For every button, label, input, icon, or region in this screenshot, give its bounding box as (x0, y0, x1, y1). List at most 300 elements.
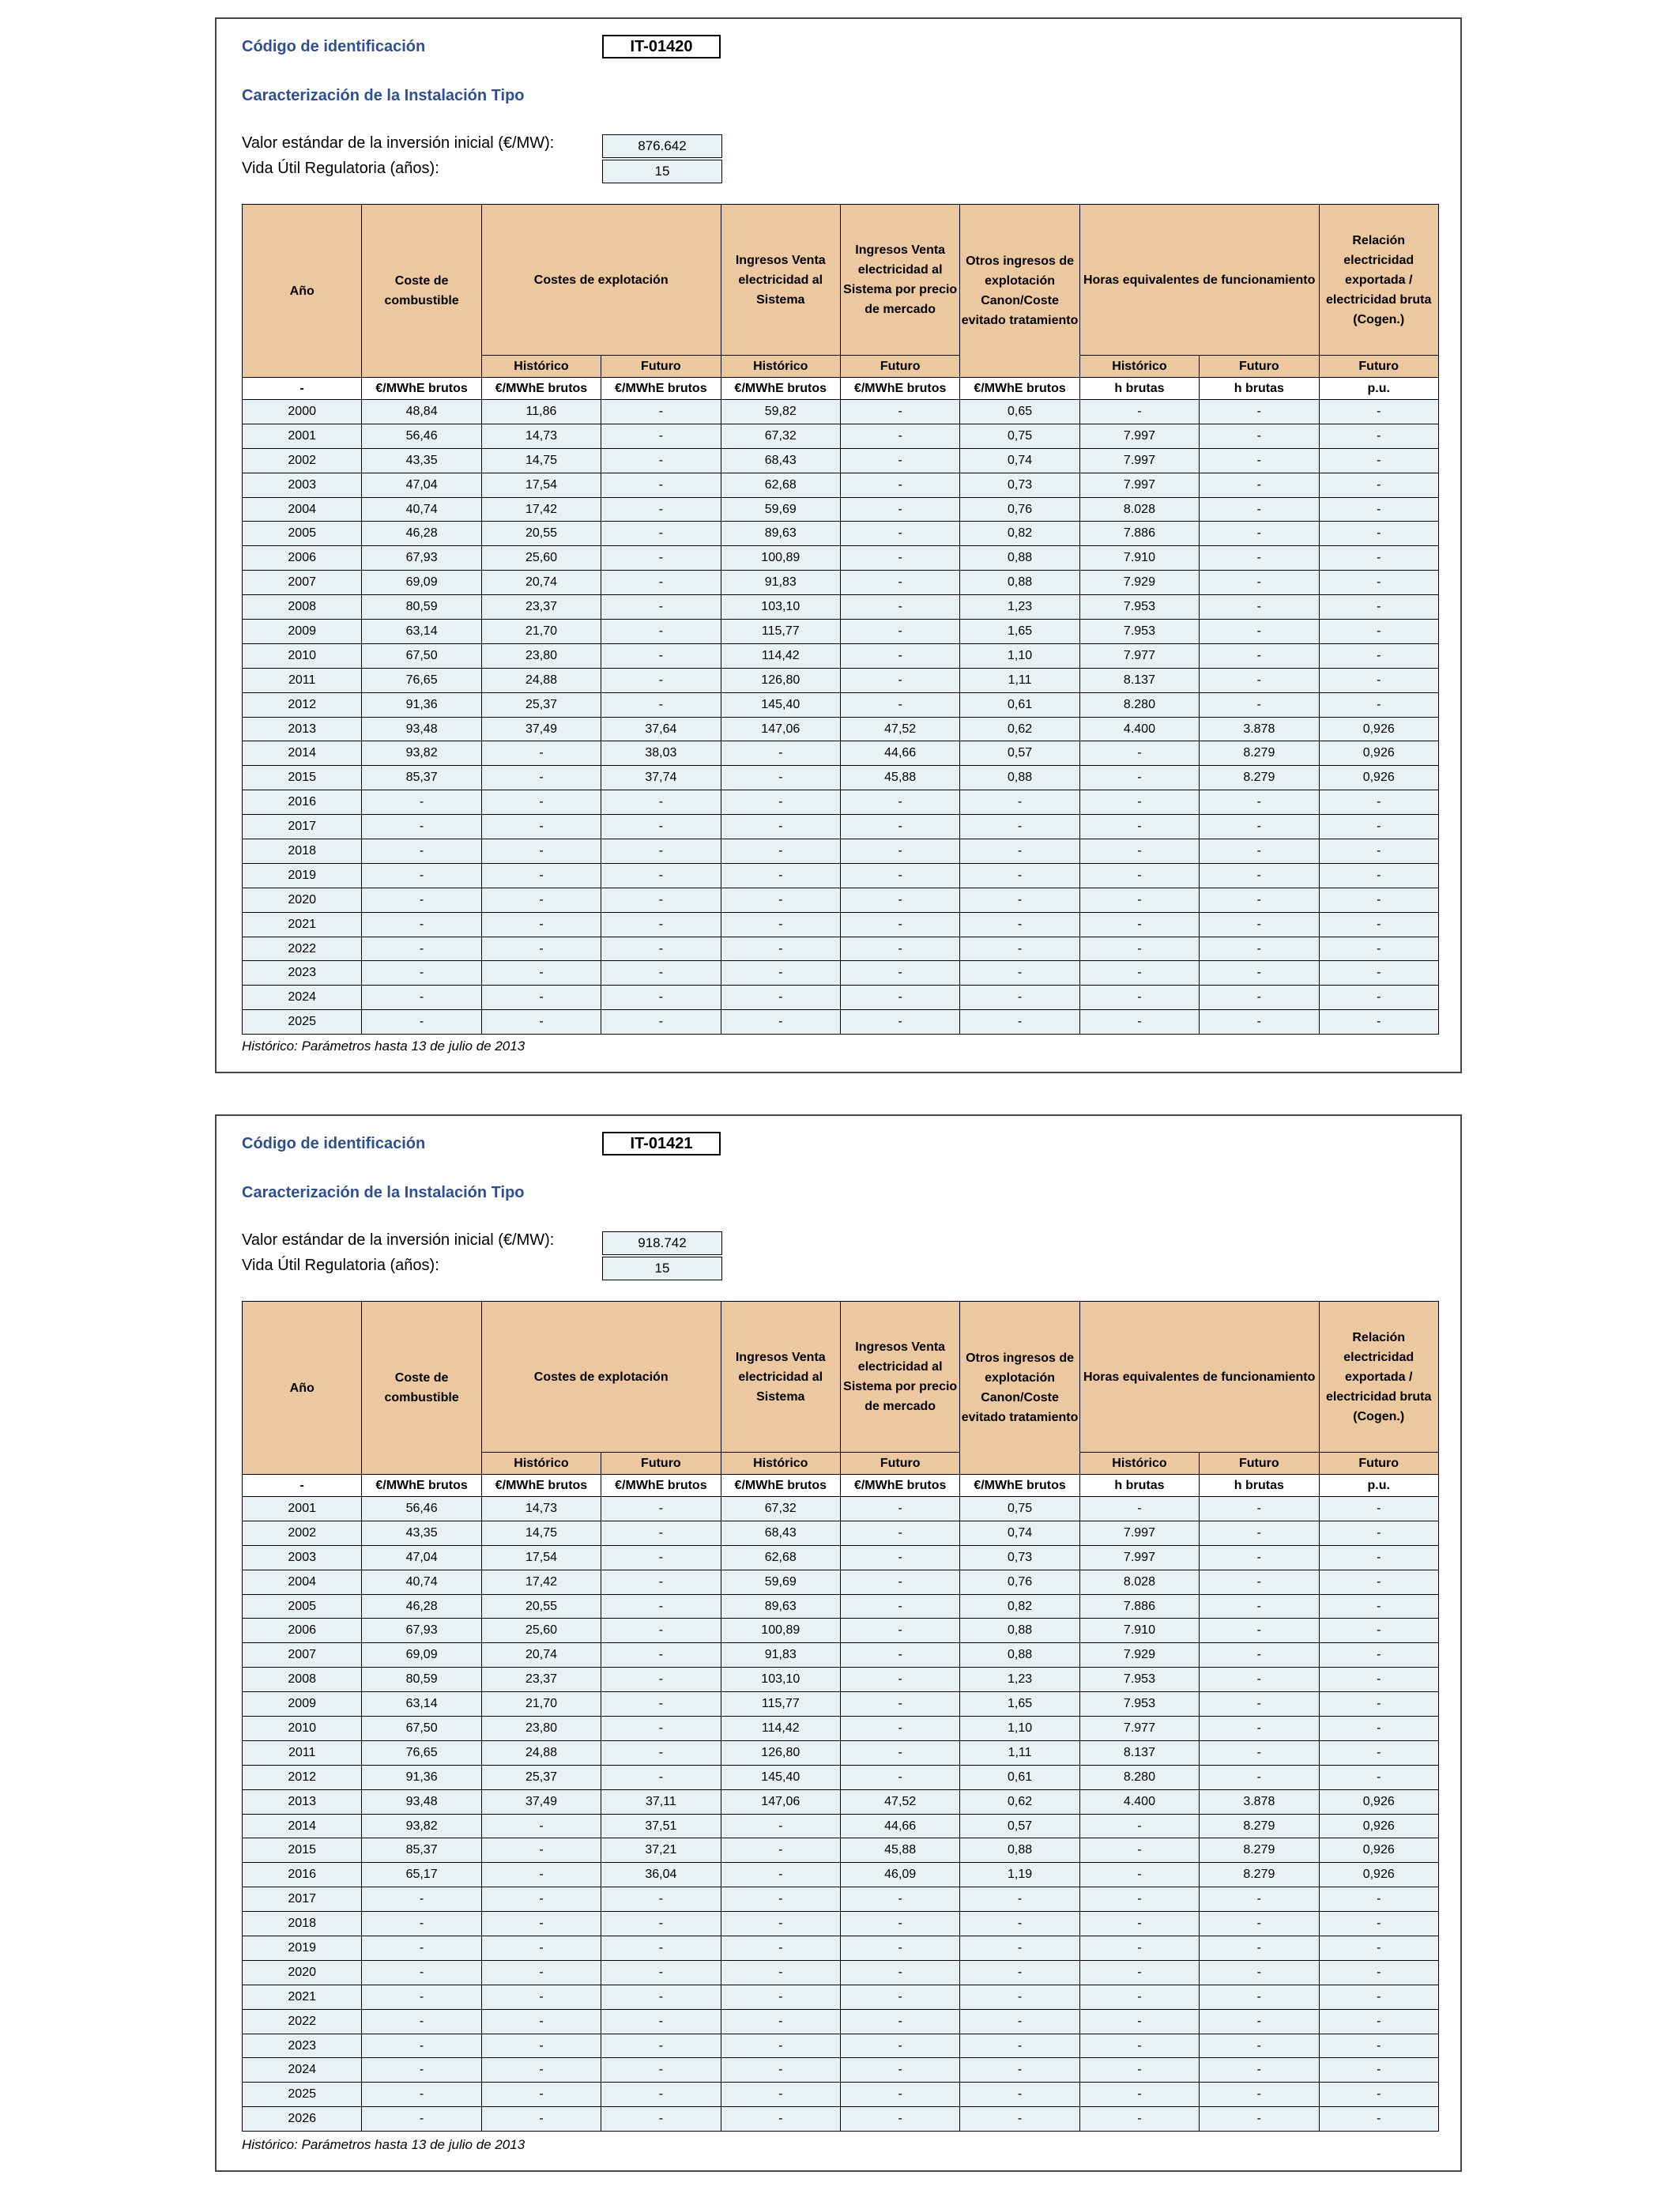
header-ingresos-venta: Ingresos Venta electricidad al Sistema (721, 205, 840, 356)
subheader-cell: Futuro (601, 356, 721, 378)
value-cell: - (1079, 912, 1199, 937)
value-cell: - (362, 986, 481, 1010)
value-cell: - (481, 2058, 601, 2083)
vida-util-label: Vida Útil Regulatoria (años): (242, 160, 439, 177)
year-cell: 2025 (243, 2083, 362, 2107)
value-cell: - (601, 1668, 721, 1692)
value-cell: - (840, 1740, 959, 1765)
subheader-cell: Futuro (840, 1453, 959, 1475)
value-cell: - (481, 863, 601, 888)
table-row (243, 448, 1439, 473)
value-cell: - (601, 692, 721, 717)
value-cell: 36,04 (601, 1863, 721, 1887)
value-cell: - (362, 1960, 481, 1985)
value-cell: - (721, 1863, 840, 1887)
value-cell: - (840, 1521, 959, 1545)
year-cell: 2024 (243, 2058, 362, 2083)
value-cell: 0,65 (960, 400, 1079, 424)
value-cell: - (721, 912, 840, 937)
year-cell: 2019 (243, 1936, 362, 1961)
value-cell: - (601, 1594, 721, 1619)
value-cell: - (601, 400, 721, 424)
value-cell: - (721, 986, 840, 1010)
year-cell: 2008 (243, 595, 362, 620)
value-cell: - (601, 546, 721, 571)
value-cell: - (1200, 1960, 1319, 1985)
value-cell: - (1200, 986, 1319, 1010)
table-row (243, 424, 1439, 448)
table-row (243, 986, 1439, 1010)
table-row (243, 1936, 1439, 1961)
value-cell: - (960, 2009, 1079, 2034)
value-cell: 23,37 (481, 595, 601, 620)
value-cell: 56,46 (362, 1497, 481, 1521)
valor-inversion-label: Valor estándar de la inversión inicial (€/MW): (242, 1231, 555, 1249)
value-cell: 45,88 (840, 1838, 959, 1863)
value-cell: - (840, 961, 959, 986)
value-cell: - (1200, 1912, 1319, 1936)
value-cell: 59,69 (721, 497, 840, 522)
value-cell: - (840, 2009, 959, 2034)
value-cell: 47,04 (362, 1545, 481, 1570)
value-cell: - (481, 815, 601, 839)
value-cell: 24,88 (481, 1740, 601, 1765)
value-cell: 62,68 (721, 473, 840, 497)
value-cell: - (1200, 1545, 1319, 1570)
year-cell: 2019 (243, 863, 362, 888)
table-row (243, 1619, 1439, 1643)
year-cell: 2025 (243, 1010, 362, 1035)
year-cell: 2012 (243, 1765, 362, 1789)
value-cell: 0,57 (960, 741, 1079, 766)
value-cell: 46,28 (362, 522, 481, 546)
value-cell: - (840, 1765, 959, 1789)
value-cell: - (481, 986, 601, 1010)
value-cell: 0,82 (960, 1594, 1079, 1619)
value-cell: - (1200, 620, 1319, 644)
value-cell: - (601, 1717, 721, 1741)
value-cell: - (1200, 571, 1319, 595)
value-cell: - (362, 1887, 481, 1912)
value-cell: 48,84 (362, 400, 481, 424)
value-cell: 0,88 (960, 571, 1079, 595)
value-cell: 114,42 (721, 1717, 840, 1741)
value-cell: 8.279 (1200, 766, 1319, 790)
value-cell: - (960, 2058, 1079, 2083)
unit-cell: - (243, 378, 362, 400)
value-cell: 93,82 (362, 1814, 481, 1838)
value-cell: 8.028 (1079, 497, 1199, 522)
value-cell: 44,66 (840, 1814, 959, 1838)
value-cell: - (1319, 1936, 1438, 1961)
year-cell: 2026 (243, 2107, 362, 2132)
value-cell: - (1079, 790, 1199, 815)
value-cell: 0,61 (960, 1765, 1079, 1789)
vida-util-label: Vida Útil Regulatoria (años): (242, 1257, 439, 1274)
header-coste-combustible: Coste de combustible (362, 1302, 481, 1475)
unit-cell: €/MWhE brutos (362, 378, 481, 400)
value-cell: 0,74 (960, 1521, 1079, 1545)
table-row (243, 717, 1439, 741)
value-cell: 67,93 (362, 546, 481, 571)
value-cell: - (721, 1887, 840, 1912)
value-cell: - (1200, 961, 1319, 986)
value-cell: - (601, 912, 721, 937)
value-cell: 7.977 (1079, 643, 1199, 668)
value-cell: - (721, 2083, 840, 2107)
year-cell: 2015 (243, 766, 362, 790)
value-cell: - (1200, 1570, 1319, 1594)
value-cell: 3.878 (1200, 1789, 1319, 1814)
value-cell: 20,74 (481, 1643, 601, 1668)
value-cell: - (840, 620, 959, 644)
value-cell: 1,10 (960, 1717, 1079, 1741)
value-cell: - (1200, 790, 1319, 815)
value-cell: - (1079, 1863, 1199, 1887)
value-cell: - (362, 937, 481, 961)
table-row (243, 1838, 1439, 1863)
value-cell: - (721, 2009, 840, 2034)
value-cell: - (1079, 766, 1199, 790)
value-cell: - (1319, 424, 1438, 448)
year-cell: 2014 (243, 741, 362, 766)
header-horas-equivalentes: Horas equivalentes de funcionamiento (1079, 1302, 1319, 1453)
value-cell: 4.400 (1079, 717, 1199, 741)
year-cell: 2009 (243, 1692, 362, 1717)
year-cell: 2009 (243, 620, 362, 644)
value-cell: - (1319, 1765, 1438, 1789)
table-row (243, 2107, 1439, 2132)
value-cell: - (1200, 888, 1319, 912)
value-cell: - (840, 1912, 959, 1936)
value-cell: - (601, 937, 721, 961)
value-cell: - (1319, 571, 1438, 595)
value-cell: 3.878 (1200, 717, 1319, 741)
table-row (243, 473, 1439, 497)
value-cell: - (1079, 1960, 1199, 1985)
year-cell: 2017 (243, 1887, 362, 1912)
value-cell: - (1200, 1010, 1319, 1035)
value-cell: 25,37 (481, 1765, 601, 1789)
value-cell: - (960, 2083, 1079, 2107)
value-cell: - (601, 473, 721, 497)
value-cell: 0,926 (1319, 1863, 1438, 1887)
value-cell: - (1200, 692, 1319, 717)
header-costes-explotacion: Costes de explotación (481, 205, 721, 356)
year-cell: 2020 (243, 1960, 362, 1985)
value-cell: 67,50 (362, 643, 481, 668)
value-cell: 37,64 (601, 717, 721, 741)
value-cell: - (840, 424, 959, 448)
value-cell: 20,55 (481, 522, 601, 546)
table-row (243, 643, 1439, 668)
year-cell: 2013 (243, 1789, 362, 1814)
value-cell: - (1319, 1985, 1438, 2009)
value-cell: - (601, 1643, 721, 1668)
value-cell: 0,926 (1319, 717, 1438, 741)
subheader-cell: Histórico (481, 356, 601, 378)
value-cell: 11,86 (481, 400, 601, 424)
value-cell: - (1200, 1740, 1319, 1765)
value-cell: - (840, 1960, 959, 1985)
value-cell: - (1319, 668, 1438, 692)
value-cell: - (362, 815, 481, 839)
value-cell: - (1319, 1619, 1438, 1643)
unit-cell: €/MWhE brutos (601, 1475, 721, 1497)
value-cell: - (721, 1814, 840, 1838)
value-cell: - (960, 1960, 1079, 1985)
value-cell: - (362, 888, 481, 912)
value-cell: - (601, 863, 721, 888)
value-cell: 8.280 (1079, 1765, 1199, 1789)
value-cell: - (362, 1936, 481, 1961)
value-cell: - (601, 1985, 721, 2009)
value-cell: 21,70 (481, 620, 601, 644)
value-cell: - (1319, 790, 1438, 815)
value-cell: - (840, 692, 959, 717)
value-cell: - (1079, 839, 1199, 864)
installation-panel-2 (215, 1114, 1462, 2172)
year-cell: 2020 (243, 888, 362, 912)
value-cell: 7.953 (1079, 595, 1199, 620)
table-row (243, 571, 1439, 595)
value-cell: - (601, 2034, 721, 2058)
value-cell: - (601, 1765, 721, 1789)
table-row (243, 1594, 1439, 1619)
value-cell: 1,19 (960, 1863, 1079, 1887)
value-cell: - (960, 888, 1079, 912)
value-cell: - (960, 986, 1079, 1010)
value-cell: 37,74 (601, 766, 721, 790)
value-cell: - (601, 1619, 721, 1643)
value-cell: - (840, 595, 959, 620)
value-cell: 93,48 (362, 717, 481, 741)
subheader-cell: Histórico (1079, 1453, 1199, 1475)
table-row (243, 1814, 1439, 1838)
value-cell: 8.279 (1200, 1838, 1319, 1863)
value-cell: - (362, 1010, 481, 1035)
value-cell: - (1319, 1570, 1438, 1594)
value-cell: - (840, 497, 959, 522)
value-cell: - (1319, 595, 1438, 620)
value-cell: - (1319, 1717, 1438, 1741)
value-cell: - (362, 863, 481, 888)
value-cell: 85,37 (362, 766, 481, 790)
value-cell: - (601, 888, 721, 912)
year-cell: 2008 (243, 1668, 362, 1692)
value-cell: - (840, 668, 959, 692)
value-cell: 1,23 (960, 595, 1079, 620)
value-cell: - (1319, 473, 1438, 497)
year-cell: 2023 (243, 961, 362, 986)
value-cell: - (481, 2083, 601, 2107)
value-cell: 43,35 (362, 448, 481, 473)
value-cell: - (601, 986, 721, 1010)
year-cell: 2003 (243, 1545, 362, 1570)
value-cell: 76,65 (362, 668, 481, 692)
value-cell: 56,46 (362, 424, 481, 448)
year-cell: 2004 (243, 497, 362, 522)
value-cell: - (1319, 546, 1438, 571)
table-row (243, 692, 1439, 717)
table-row (243, 497, 1439, 522)
value-cell: 0,76 (960, 1570, 1079, 1594)
year-cell: 2005 (243, 1594, 362, 1619)
value-cell: - (1319, 643, 1438, 668)
value-cell: - (1079, 888, 1199, 912)
value-cell: 23,80 (481, 643, 601, 668)
table-row (243, 1010, 1439, 1035)
value-cell: 1,23 (960, 1668, 1079, 1692)
value-cell: 47,52 (840, 717, 959, 741)
value-cell: - (1319, 2107, 1438, 2132)
value-cell: - (1319, 2058, 1438, 2083)
value-cell: - (1079, 1838, 1199, 1863)
value-cell: - (481, 1960, 601, 1985)
value-cell: - (840, 1985, 959, 2009)
table-row (243, 1497, 1439, 1521)
value-cell: - (721, 2034, 840, 2058)
header-otros-ingresos: Otros ingresos de explotación Canon/Coste evitado tratamiento (960, 205, 1079, 378)
value-cell: 7.929 (1079, 1643, 1199, 1668)
table-row (243, 1545, 1439, 1570)
value-cell: - (1319, 620, 1438, 644)
value-cell: - (721, 839, 840, 864)
value-cell: - (1079, 1814, 1199, 1838)
year-cell: 2016 (243, 790, 362, 815)
value-cell: 0,75 (960, 424, 1079, 448)
table-row (243, 1570, 1439, 1594)
value-cell: - (601, 1497, 721, 1521)
value-cell: - (1319, 888, 1438, 912)
table-row (243, 2058, 1439, 2083)
value-cell: 0,74 (960, 448, 1079, 473)
table-row (243, 1912, 1439, 1936)
value-cell: 0,88 (960, 1619, 1079, 1643)
value-cell: - (601, 1912, 721, 1936)
table-row (243, 741, 1439, 766)
value-cell: - (1200, 1594, 1319, 1619)
year-cell: 2004 (243, 1570, 362, 1594)
value-cell: - (601, 424, 721, 448)
value-cell: 91,36 (362, 692, 481, 717)
header-ingresos-precio-mercado: Ingresos Venta electricidad al Sistema por precio de mercado (840, 205, 959, 356)
year-cell: 2011 (243, 1740, 362, 1765)
value-cell: - (1319, 1960, 1438, 1985)
value-cell: - (721, 2058, 840, 2083)
value-cell: - (601, 1545, 721, 1570)
value-cell: 25,37 (481, 692, 601, 717)
year-cell: 2021 (243, 912, 362, 937)
value-cell: 76,65 (362, 1740, 481, 1765)
value-cell: 68,43 (721, 1521, 840, 1545)
installation-panel-1 (215, 17, 1462, 1073)
unit-cell: h brutas (1200, 1475, 1319, 1497)
header-anio: Año (243, 205, 362, 378)
value-cell: - (362, 2034, 481, 2058)
subheader-cell: Histórico (1079, 356, 1199, 378)
table-row (243, 595, 1439, 620)
value-cell: - (601, 839, 721, 864)
value-cell: - (721, 1960, 840, 1985)
value-cell: - (1319, 1594, 1438, 1619)
value-cell: - (960, 1985, 1079, 2009)
value-cell: 40,74 (362, 497, 481, 522)
header-ingresos-venta: Ingresos Venta electricidad al Sistema (721, 1302, 840, 1453)
table-row (243, 1740, 1439, 1765)
value-cell: 25,60 (481, 1619, 601, 1643)
value-cell: 59,69 (721, 1570, 840, 1594)
value-cell: 7.997 (1079, 1521, 1199, 1545)
year-cell: 2015 (243, 1838, 362, 1863)
value-cell: - (481, 766, 601, 790)
value-cell: - (601, 448, 721, 473)
value-cell: 8.137 (1079, 1740, 1199, 1765)
year-cell: 2023 (243, 2034, 362, 2058)
value-cell: 46,28 (362, 1594, 481, 1619)
unit-cell: h brutas (1200, 378, 1319, 400)
value-cell: - (362, 839, 481, 864)
value-cell: - (601, 2083, 721, 2107)
unit-cell: €/MWhE brutos (960, 378, 1079, 400)
value-cell: 114,42 (721, 643, 840, 668)
value-cell: - (1079, 1912, 1199, 1936)
id-label: Código de identificación (242, 1135, 426, 1152)
value-cell: - (481, 912, 601, 937)
value-cell: - (1200, 643, 1319, 668)
value-cell: - (960, 1936, 1079, 1961)
value-cell: 91,36 (362, 1765, 481, 1789)
value-cell: - (1200, 1497, 1319, 1521)
table-row (243, 1717, 1439, 1741)
year-cell: 2024 (243, 986, 362, 1010)
value-cell: - (1319, 1692, 1438, 1717)
value-cell: 23,80 (481, 1717, 601, 1741)
value-cell: - (840, 888, 959, 912)
value-cell: - (481, 1912, 601, 1936)
subheader-cell: Futuro (601, 1453, 721, 1475)
value-cell: - (840, 1692, 959, 1717)
subheader-cell: Futuro (1319, 1453, 1438, 1475)
unit-cell: h brutas (1079, 1475, 1199, 1497)
value-cell: - (1200, 448, 1319, 473)
value-cell: - (1319, 839, 1438, 864)
value-cell: 8.137 (1079, 668, 1199, 692)
value-cell: 37,51 (601, 1814, 721, 1838)
value-cell: - (721, 937, 840, 961)
value-cell: - (840, 1619, 959, 1643)
value-cell: - (960, 937, 1079, 961)
value-cell: 115,77 (721, 620, 840, 644)
value-cell: 67,50 (362, 1717, 481, 1741)
year-cell: 2022 (243, 937, 362, 961)
header-otros-ingresos: Otros ingresos de explotación Canon/Coste evitado tratamiento (960, 1302, 1079, 1475)
value-cell: - (960, 2107, 1079, 2132)
value-cell: - (1200, 2034, 1319, 2058)
value-cell: 14,73 (481, 424, 601, 448)
header-anio: Año (243, 1302, 362, 1475)
year-cell: 2007 (243, 571, 362, 595)
value-cell: 17,54 (481, 473, 601, 497)
value-cell: - (481, 888, 601, 912)
value-cell: 103,10 (721, 595, 840, 620)
table-row (243, 863, 1439, 888)
value-cell: - (601, 1570, 721, 1594)
id-label: Código de identificación (242, 38, 426, 55)
unit-cell: p.u. (1319, 1475, 1438, 1497)
value-cell: 65,17 (362, 1863, 481, 1887)
value-cell: - (1079, 1985, 1199, 2009)
